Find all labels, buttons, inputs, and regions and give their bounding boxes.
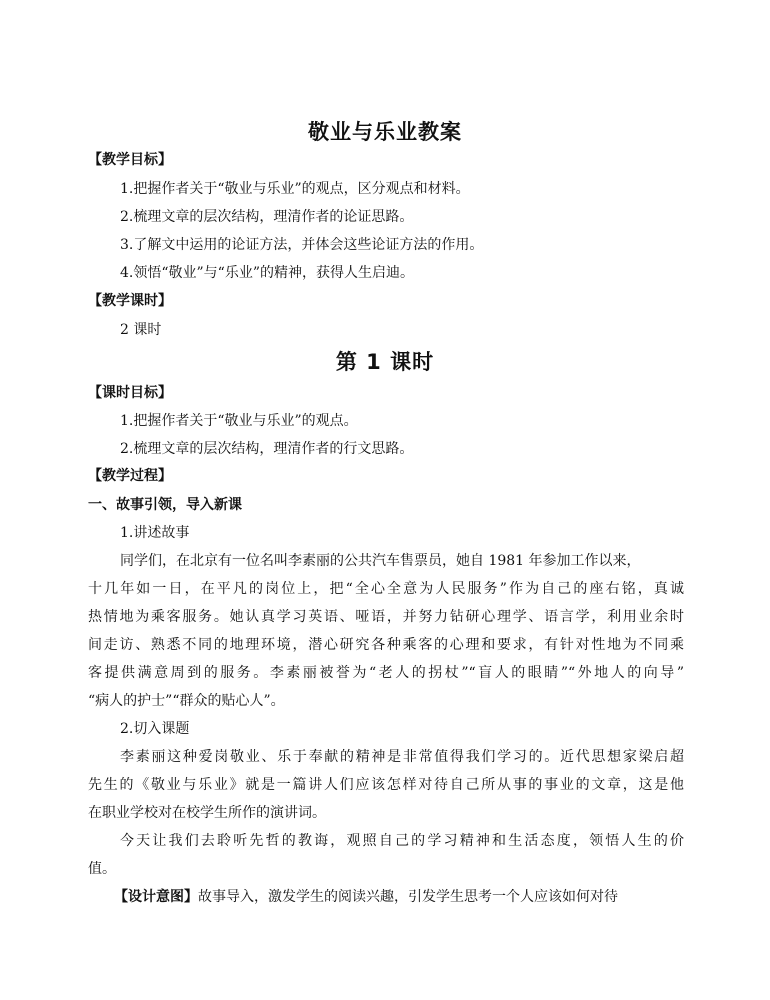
- step2-label: 2.切入课题: [120, 721, 190, 737]
- story-line: 同学们，在北京有一位名叫李素丽的公共汽车售票员，她自 1981 年参加工作以来，: [120, 553, 641, 569]
- today-line: 今天让我们去聆听先哲的教诲，观照自己的学习精神和生活态度，领悟人生的价: [120, 833, 684, 849]
- document-title: 敬业与乐业教案: [308, 120, 462, 144]
- story-line: 间走访、熟悉不同的地理环境，潜心研究各种乘客的心理和要求，有针对性地为不同乘: [88, 637, 684, 653]
- goal-item: 1.把握作者关于“敬业与乐业”的观点，区分观点和材料。: [120, 181, 470, 197]
- intro-line: 李素丽这种爱岗敬业、乐于奉献的精神是非常值得我们学习的。近代思想家梁启超: [120, 749, 684, 765]
- lesson-goal-item: 1.把握作者关于“敬业与乐业”的观点。: [120, 413, 358, 429]
- design-intent-label: 【设计意图】: [114, 889, 198, 905]
- today-line: 值。: [88, 861, 116, 877]
- story-line: “病人的护士”“群众的贴心人”。: [88, 693, 285, 709]
- lesson-title: 第 1 课时: [335, 350, 435, 374]
- goal-item: 3.了解文中运用的论证方法，并体会这些论证方法的作用。: [120, 237, 484, 253]
- goals-heading: 【教学目标】: [88, 152, 172, 168]
- story-line: 十几年如一日，在平凡的岗位上，把“全心全意为人民服务”作为自己的座右铭，真诚: [88, 581, 684, 597]
- hours-heading: 【教学课时】: [88, 293, 172, 309]
- design-intent-text: 故事导入，激发学生的阅读兴趣，引发学生思考一个人应该如何对待: [198, 889, 618, 905]
- goal-item: 2.梳理文章的层次结构，理清作者的论证思路。: [120, 209, 414, 225]
- lesson-goal-item: 2.梳理文章的层次结构，理清作者的行文思路。: [120, 441, 414, 457]
- design-intent-line: [114, 888, 684, 906]
- lesson-goals-heading: 【课时目标】: [88, 385, 172, 401]
- goal-item: 4.领悟“敬业”与“乐业”的精神，获得人生启迪。: [120, 265, 414, 281]
- intro-line: 先生的《敬业与乐业》就是一篇讲人们应该怎样对待自己所从事的事业的文章，这是他: [88, 777, 684, 793]
- story-line: 客提供满意周到的服务。李素丽被誉为“老人的拐杖”“盲人的眼睛”“外地人的向导”: [88, 665, 684, 681]
- intro-line: 在职业学校对在校学生所作的演讲词。: [88, 805, 326, 821]
- part1-heading: 一、故事引领，导入新课: [88, 497, 242, 513]
- hours-value: 2 课时: [120, 322, 162, 338]
- process-heading: 【教学过程】: [88, 468, 172, 484]
- step1-label: 1.讲述故事: [120, 525, 190, 541]
- story-line: 热情地为乘客服务。她认真学习英语、哑语，并努力钻研心理学、语言学，利用业余时: [88, 609, 684, 625]
